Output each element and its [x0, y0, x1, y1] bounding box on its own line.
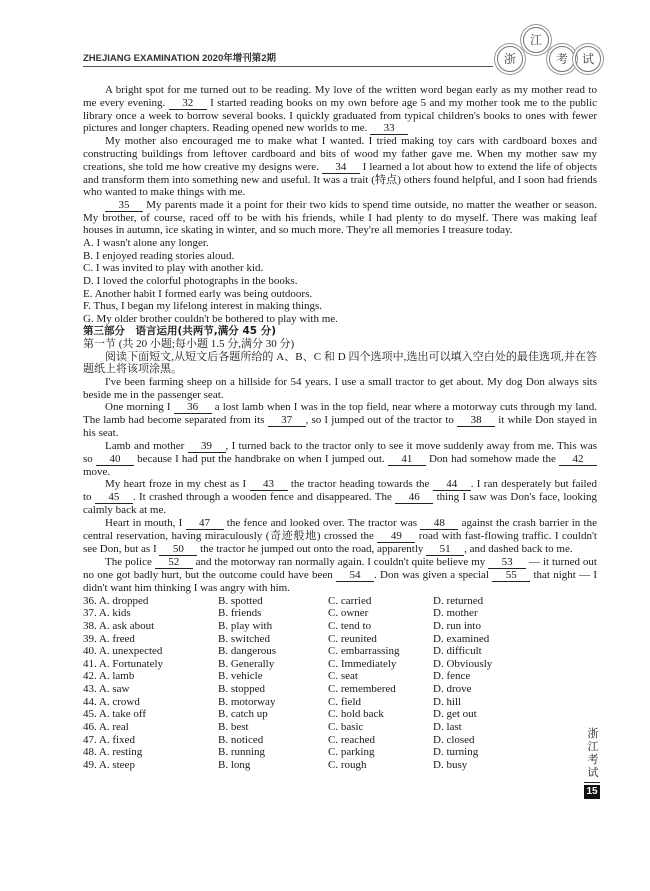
choice-c: C. Immediately — [328, 657, 397, 670]
choice-c: C. field — [328, 695, 361, 708]
choice-d: D. fence — [433, 670, 471, 683]
choice-c: C. hold back — [328, 708, 384, 721]
choice-b: B. stopped — [218, 683, 266, 695]
choice-c: C. embarrassing — [328, 645, 400, 658]
running-header: ZHEJIANG EXAMINATION 2020年增刊第2期 — [83, 53, 277, 64]
blank-42: 42 — [559, 454, 597, 466]
blank-49: 49 — [377, 531, 415, 543]
text-run: , and dashed back to me. — [464, 543, 573, 555]
paragraph — [83, 376, 597, 401]
text-run: A bright spot for me turned out to be reading. My love of the written word began early as my mother read to me every evening. — [83, 84, 597, 109]
sentence-option: E. Another habit I formed early was being outdoors. — [83, 287, 313, 300]
choice-c: C. reunited — [328, 632, 377, 645]
sentence-option: G. My older brother couldn't be bothered to play with me. — [83, 312, 338, 325]
choice-d: D. mother — [433, 607, 478, 620]
page-number: 15 — [584, 785, 600, 799]
choice-a: 48. A. resting — [83, 746, 143, 759]
choice-b: B. catch up — [218, 708, 268, 721]
choice-c: C. owner — [328, 607, 369, 620]
text-run: One morning I — [105, 401, 174, 414]
choice-b: B. best — [218, 720, 249, 733]
blank-32: 32 — [169, 98, 207, 110]
section-subtitle: 第一节 (共 20 小题;每小题 1.5 分,满分 30 分) — [83, 338, 295, 350]
choice-a: 47. A. fixed — [83, 733, 135, 746]
choice-d: D. difficult — [433, 645, 482, 658]
paragraph — [83, 556, 597, 595]
choice-d: D. closed — [433, 733, 475, 746]
blank-38: 38 — [457, 415, 495, 427]
text-run: My mother also encouraged me to make what I wanted. I tried making toy cars with cardboard boxes and constructing buildings from leftover cardboard and bits of wood my father gave me. When my mother saw my creations, she told me how creative my designs were. — [83, 135, 597, 173]
header-rule — [83, 66, 493, 67]
sentence-option: D. I loved the colorful photographs in the books. — [83, 274, 298, 287]
blank-46: 46 — [395, 492, 433, 504]
choice-d: D. drove — [433, 683, 472, 695]
blank-51: 51 — [426, 544, 464, 556]
blank-37: 37 — [268, 415, 306, 427]
choice-a: 38. A. ask about — [83, 619, 155, 632]
section-title: 第三部分 语言运用(共两节,满分 45 分) — [83, 325, 277, 338]
choice-d: D. get out — [433, 708, 477, 721]
text-run: The police — [105, 556, 155, 568]
blank-55: 55 — [492, 570, 530, 582]
choice-d: D. busy — [433, 758, 468, 771]
choice-d: D. hill — [433, 695, 462, 708]
blank-35: 35 — [105, 200, 143, 212]
choice-a: 46. A. real — [83, 720, 129, 733]
side-divider — [584, 782, 600, 783]
paragraph — [83, 135, 597, 199]
choice-b: B. friends — [218, 607, 262, 620]
choice-b: B. vehicle — [218, 670, 263, 683]
cloze-choices — [83, 595, 597, 772]
side-label: 浙江考试 — [587, 728, 599, 779]
text-run: against the crash barrier in the central reservation, having miraculously (奇迹般地) crossed the — [83, 517, 597, 542]
choice-b: B. play with — [218, 619, 273, 632]
choice-c: C. rough — [328, 758, 367, 771]
sentence-option: C. I was invited to play with another kid. — [83, 262, 264, 275]
choice-a: 45. A. take off — [83, 708, 147, 721]
text-run: road with fast-flowing traffic. I couldn't see Don, but as I — [83, 530, 597, 555]
sentence-options — [83, 237, 597, 325]
choice-a: 36. A. dropped — [83, 594, 149, 607]
choice-d: D. returned — [433, 594, 484, 607]
text-run: . Don was given a special — [374, 569, 493, 581]
choice-b: B. long — [218, 758, 251, 771]
section-instruction: 阅读下面短文,从短文后各题所给的 A、B、C 和 D 四个选项中,选出可以填入空白处的最佳选项,并在答题纸上将该项涂黑。 — [83, 350, 597, 376]
blank-48: 48 — [420, 518, 458, 530]
sentence-option: A. I wasn't alone any longer. — [83, 237, 209, 249]
choice-b: B. running — [218, 746, 266, 759]
choice-b: B. noticed — [218, 733, 264, 746]
paragraph — [83, 517, 597, 556]
cloze-passage — [83, 376, 597, 595]
text-run: it while Don stayed in his seat. — [83, 414, 598, 440]
choice-a: 41. A. Fortunately — [83, 657, 164, 670]
text-run: I learned a lot about how to extend the life of objects and transform them into something new and useful. It was a trait (特点) others found helpful, and I soon had friends who wanted to make things with me. — [83, 160, 598, 199]
choice-a: 43. A. saw — [83, 683, 130, 695]
choice-a: 39. A. freed — [83, 632, 135, 645]
paragraph — [83, 199, 597, 237]
sentence-option: F. Thus, I began my lifelong interest in making things. — [83, 300, 323, 313]
page-body — [83, 84, 597, 771]
text-run: thing I saw was Don's face, looking calmly back at me. — [83, 491, 597, 517]
blank-36: 36 — [174, 402, 212, 414]
text-run: the fence and looked over. The tractor was — [223, 517, 421, 529]
text-run: Heart in mouth, I — [105, 517, 186, 529]
choice-c: C. reached — [328, 733, 376, 746]
blank-44: 44 — [433, 479, 471, 491]
text-run: . It crashed through a wooden fence and disappeared. The — [132, 491, 396, 504]
text-run: the tractor heading towards the — [287, 478, 433, 491]
choice-d: D. examined — [433, 632, 490, 645]
choice-a: 49. A. steep — [83, 758, 135, 771]
choice-c: C. seat — [328, 670, 358, 683]
text-run: . I ran desperately but failed to — [83, 478, 597, 504]
blank-33: 33 — [370, 123, 408, 135]
choice-c: C. remembered — [328, 683, 396, 695]
choice-b: B. switched — [218, 632, 270, 645]
text-run: a lost lamb when I was in the top field, near where a motorway cuts through my land. The lamb had become separated from its — [83, 401, 598, 427]
choice-a: 40. A. unexpected — [83, 645, 163, 658]
paragraph — [83, 401, 597, 440]
text-run: — it turned out no one got badly hurt, but the outcome could have been — [83, 556, 597, 581]
blank-41: 41 — [388, 454, 426, 466]
choice-c: C. parking — [328, 746, 375, 759]
choice-a: 42. A. lamb — [83, 670, 135, 683]
text-run: My parents made it a point for their two kids to spend time outside, no matter the weather or season. My brother, of course, raced off to be with his friends, while I had plenty to do myself. There was making leaf houses in autumn, ice skating in winter, and so much more. They're all memories I treasure today. — [83, 198, 597, 237]
text-run: because I had put the handbrake on when I jumped out. — [133, 452, 388, 465]
paragraph — [83, 84, 597, 135]
choice-b: B. spotted — [218, 594, 263, 607]
choice-d: D. turning — [433, 746, 479, 759]
text-run: Don had somehow made the — [425, 452, 560, 465]
sentence-option: B. I enjoyed reading stories aloud. — [83, 249, 235, 262]
text-run: the tractor he jumped out onto the road, apparently — [197, 543, 427, 555]
logo-stamp-char: 试 — [575, 46, 601, 72]
blank-43: 43 — [250, 479, 288, 491]
paragraph — [83, 478, 597, 517]
passage-seven-choose-five — [83, 84, 597, 237]
choice-a: 44. A. crowd — [83, 695, 140, 708]
blank-45: 45 — [95, 492, 133, 504]
choice-a: 37. A. kids — [83, 607, 131, 620]
logo-stamp-char: 考 — [549, 46, 575, 72]
text-run: I started reading books on my own before age 5 and my mother took me to the public library once a week to borrow several books. I quickly graduated from typical children's books to ones with fewer pictures and longer chapters. Reading opened new worlds to me. — [83, 96, 598, 135]
logo-stamp-char: 江 — [523, 27, 549, 53]
text-run: Lamb and mother — [105, 439, 188, 452]
text-run: I've been farming sheep on a hillside for 54 years. I use a small tractor to get about. My dog Don always sits beside me in the passenger seat. — [83, 375, 597, 401]
text-run: My heart froze in my chest as I — [105, 478, 250, 491]
text-run: , so I jumped out of the tractor to — [305, 414, 458, 427]
choice-c: C. tend to — [328, 619, 372, 632]
choice-b: B. Generally — [218, 657, 275, 670]
blank-54: 54 — [336, 570, 374, 582]
blank-39: 39 — [188, 441, 226, 453]
blank-34: 34 — [322, 162, 360, 174]
text-run: and the motorway ran normally again. I couldn't quite believe my — [192, 556, 489, 568]
text-run: , I turned back to the tractor only to see it move suddenly away from me. This was so — [83, 439, 597, 465]
text-run: that night — I didn't want him thinking I was angry with him. — [83, 569, 597, 594]
blank-40: 40 — [96, 454, 134, 466]
blank-52: 52 — [155, 557, 193, 569]
choice-d: D. run into — [433, 619, 481, 632]
choice-d: D. Obviously — [433, 657, 493, 670]
blank-50: 50 — [159, 544, 197, 556]
choice-c: C. carried — [328, 594, 372, 607]
choice-d: D. last — [433, 720, 462, 733]
choice-c: C. basic — [328, 720, 364, 733]
blank-53: 53 — [488, 557, 526, 569]
choice-b: B. dangerous — [218, 645, 277, 658]
logo-stamp-char: 浙 — [497, 46, 523, 72]
blank-47: 47 — [186, 518, 224, 530]
paragraph — [83, 440, 597, 479]
text-run: move. — [83, 465, 111, 478]
choice-b: B. motorway — [218, 695, 276, 708]
